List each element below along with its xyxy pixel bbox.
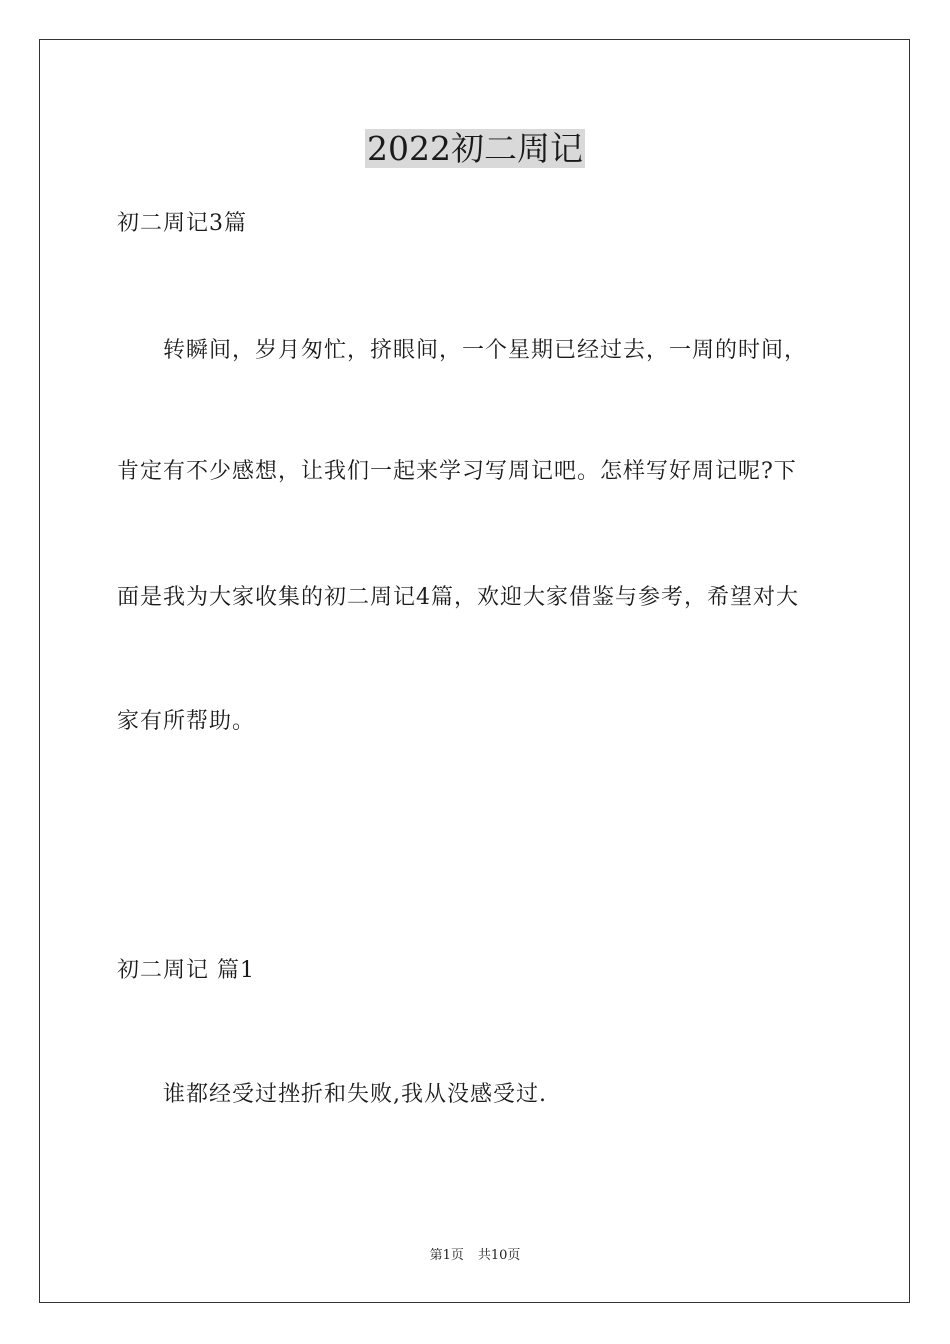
document-subtitle: 初二周记3篇 <box>117 211 247 236</box>
section-heading: 初二周记 篇1 <box>117 958 255 983</box>
section-paragraph: 谁都经受过挫折和失败,我从没感受过. <box>163 1082 547 1107</box>
page-number: 第1页 <box>429 1248 464 1263</box>
intro-line-4: 家有所帮助。 <box>117 709 256 734</box>
document-title <box>0 128 950 170</box>
intro-line-1: 转瞬间，岁月匆忙，挤眼间，一个星期已经过去，一周的时间， <box>163 338 808 363</box>
intro-line-3: 面是我为大家收集的初二周记4篇，欢迎大家借鉴与参考，希望对大 <box>117 585 799 610</box>
document-title-text: 2022初二周记 <box>367 129 583 168</box>
page-footer <box>0 1247 950 1265</box>
intro-line-2: 肯定有不少感想，让我们一起来学习写周记吧。怎样写好周记呢?下 <box>117 459 797 484</box>
page-total: 共10页 <box>477 1248 521 1263</box>
